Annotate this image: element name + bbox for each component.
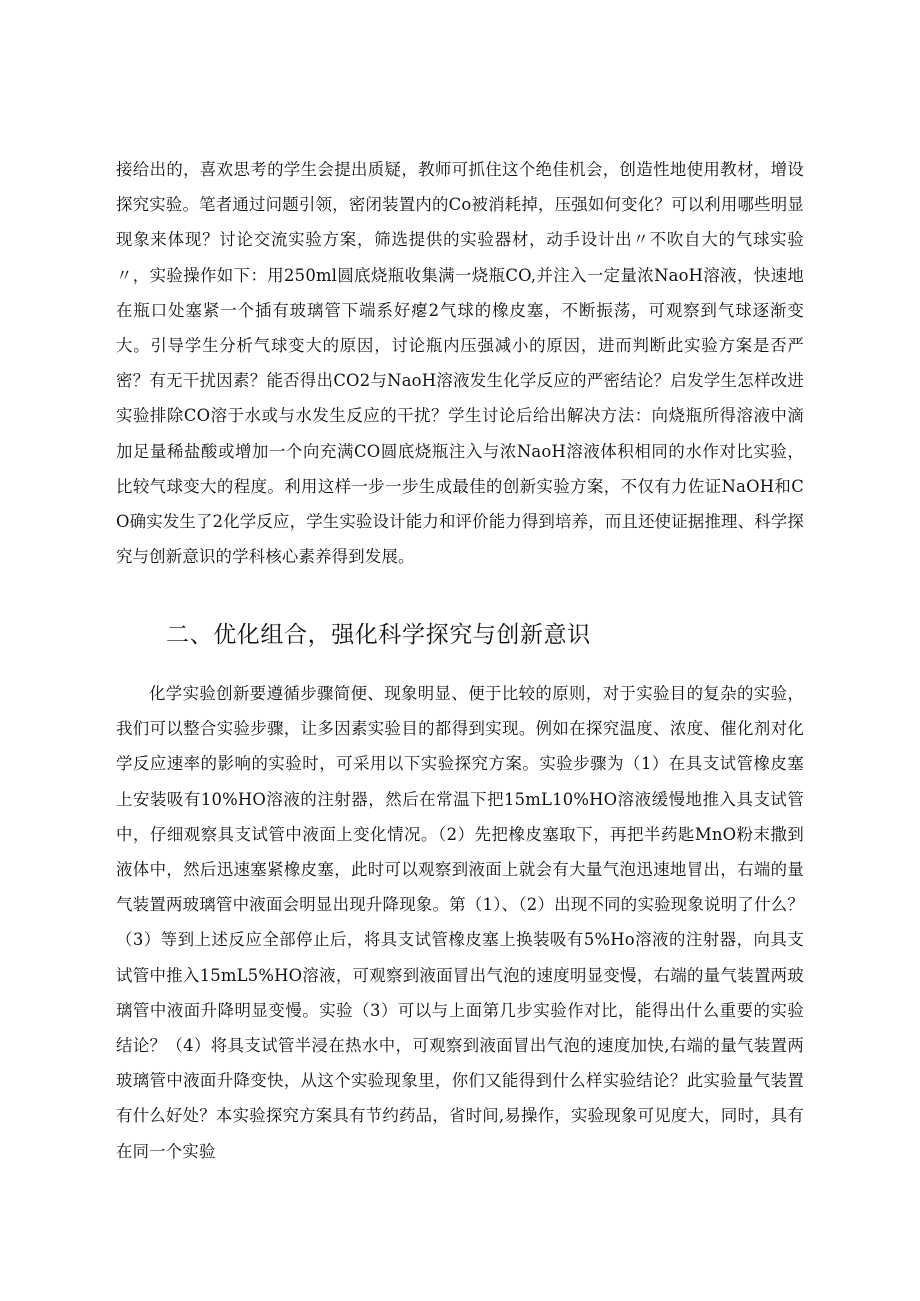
body-paragraph-2: 化学实验创新要遵循步骤简便、现象明显、便于比较的原则，对于实验目的复杂的实验，我们可以整合实验步骤，让多因素实验目的都得到实现。例如在探究温度、浓度、催化剂对化学反应速率的影响的实验时，可采用以下实验探究方案。实验步骤为（1）在具支试管橡皮塞上安装吸有10%HO溶液的注射器，然后在常温下把15mL10%HO溶液缓慢地推入具支试管中，仔细观察具支试管中液面上变化情况。（2）先把橡皮塞取下，再把半药匙MnO粉末撒到液体中，然后迅速塞紧橡皮塞，此时可以观察到液面上就会有大量气泡迅速地冒出，右端的量气装置两玻璃管中液面会明显出现升降现象。第（1）、（2）出现不同的实验现象说明了什么？（3）等到上述反应全部停止后，将具支试管橡皮塞上换装吸有5%Ho溶液的注射器，向具支试管中推入15mL5%HO溶液，可观察到液面冒出气泡的速度明显变慢，右端的量气装置两玻璃管中液面升降明显变慢。实验（3）可以与上面第几步实验作对比，能得出什么重要的实验结论？（4）将具支试管半浸在热水中，可观察到液面冒出气泡的速度加快,右端的量气装置两玻璃管中液面升降变快，从这个实验现象里，你们又能得到什么样实验结论？此实验量气装置有什么好处？本实验探究方案具有节约药品，省时间,易操作，实验现象可见度大，同时，具有在同一个实验 — [116, 684, 804, 1161]
body-paragraph-1: 接给出的，喜欢思考的学生会提出质疑，教师可抓住这个绝佳机会，创造性地使用教材，增设探究实验。笔者通过问题引领，密闭装置内的Co被消耗掉，压强如何变化？可以利用哪些明显现象来体现？讨论交流实验方案，筛选提供的实验器材，动手设计出〃不吹自大的气球实验〃，实验操作如下：用250ml圆底烧瓶收集满一烧瓶CO,并注入一定量浓NaoH溶液，快速地在瓶口处塞紧一个插有玻璃管下端系好瘪2气球的橡皮塞，不断振荡，可观察到气球逐渐变大。引导学生分析气球变大的原因，讨论瓶内压强减小的原因，进而判断此实验方案是否严密？有无干扰因素？能否得出CO2与NaoH溶液发生化学反应的严密结论？启发学生怎样改进实验排除CO溶于水或与水发生反应的干扰？学生讨论后给出解决方法：向烧瓶所得溶液中滴加足量稀盐酸或增加一个向充满CO圆底烧瓶注入与浓NaoH溶液体积相同的水作对比实验，比较气球变大的程度。利用这样一步一步生成最佳的创新实验方案，不仅有力佐证NaOH和CO确实发生了2化学反应，学生实验设计能力和评价能力得到培养，而且还使证据推理、科学探究与创新意识的学科核心素养得到发展。 — [116, 160, 804, 567]
section-heading: 二、优化组合，强化科学探究与创新意识 — [166, 622, 591, 648]
